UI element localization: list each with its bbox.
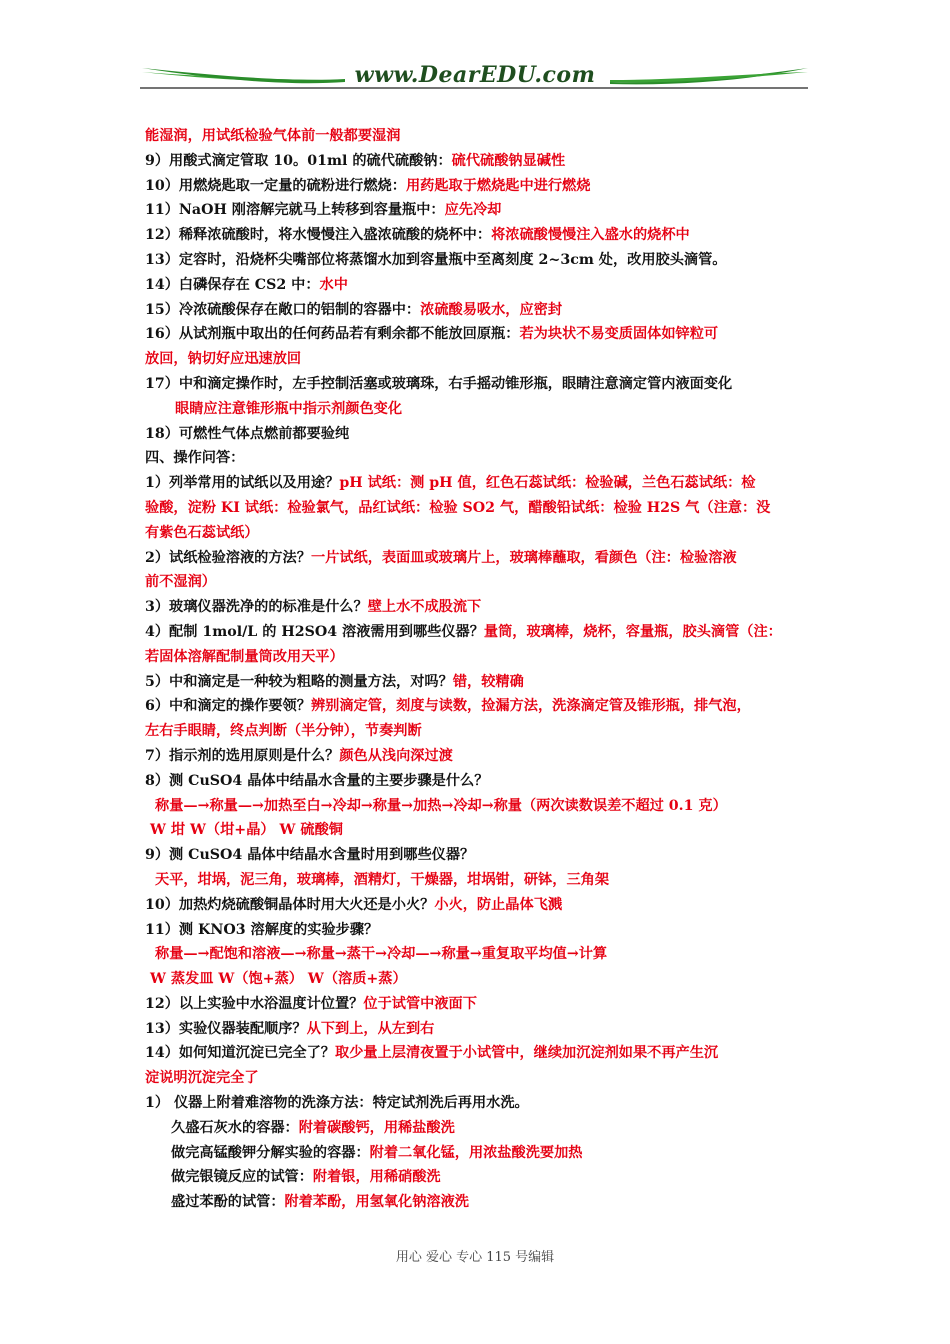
question-text: 久盛石灰水的容器： (171, 1119, 299, 1136)
answer-text: pH 试纸：测 pH 值，红色石蕊试纸：检验碱，兰色石蕊试纸：检 (339, 475, 756, 492)
answer-text: 浓硫酸易吸水，应密封 (420, 301, 563, 318)
answer-text: 眼睛应注意锥形瓶中指示剂颜色变化 (175, 400, 403, 417)
text-line (145, 670, 845, 695)
text-line (145, 595, 845, 620)
text-line (145, 942, 845, 967)
answer-text: W 蒸发皿 W（饱+蒸） W（溶质+蒸） (150, 971, 407, 988)
question-text: 18）可燃性气体点燃前都要验纯 (145, 425, 350, 442)
answer-text: 小火，防止晶体飞溅 (434, 896, 563, 913)
text-line (145, 1066, 845, 1091)
answer-text: 验酸，淀粉 KI 试纸：检验氯气，品红试纸：检验 SO2 气，醋酸铅试纸：检验 H2S 气（注意：没 (145, 499, 771, 516)
answer-text: 量筒，玻璃棒，烧杯，容量瓶，胶头滴管（注： (483, 623, 782, 640)
answer-text: 水中 (319, 276, 348, 293)
text-line (145, 818, 845, 843)
question-text: 12）稀释浓硫酸时，将水慢慢注入盛浓硫酸的烧杯中： (145, 227, 492, 244)
text-line (145, 149, 845, 174)
question-text: 15）冷浓硫酸保存在敞口的铝制的容器中： (145, 301, 421, 318)
question-text: 3）玻璃仪器洗净的的标准是什么？ (145, 599, 368, 616)
answer-text: 附着碳酸钙，用稀盐酸洗 (298, 1119, 455, 1136)
question-text: 17）中和滴定操作时，左手控制活塞或玻璃珠，右手摇动锥形瓶，眼睛注意滴定管内液面变化 (145, 375, 733, 392)
question-text: 10）用燃烧匙取一定量的硫粉进行燃烧： (145, 177, 406, 194)
text-line (145, 1041, 845, 1066)
answer-text: 取少量上层清夜置于小试管中，继续加沉淀剂如果不再产生沉 (335, 1045, 719, 1062)
text-line (145, 1165, 845, 1190)
text-line (145, 223, 845, 248)
question-text: 4）配制 1mol/L 的 H2SO4 溶液需用到哪些仪器？ (145, 623, 484, 640)
question-text: 盛过苯酚的试管： (171, 1194, 285, 1211)
question-text: 16）从试剂瓶中取出的任何药品若有剩余都不能放回原瓶： (145, 326, 520, 343)
answer-text: 左右手眼睛，终点判断（半分钟），节奏判断 (145, 723, 422, 740)
answer-text: W 坩 W（坩+晶） W 硫酸铜 (150, 822, 343, 839)
answer-text: 能湿润，用试纸检验气体前一般都要湿润 (145, 128, 401, 144)
text-line (145, 1116, 845, 1141)
answer-text: 颜色从浅向深过渡 (339, 747, 453, 764)
text-line (145, 397, 845, 422)
answer-text: 将浓硫酸慢慢注入盛水的烧杯中 (491, 227, 690, 244)
text-line (145, 694, 845, 719)
answer-text: 放回，钠切好应迅速放回 (145, 351, 302, 368)
text-line (145, 422, 845, 447)
text-line (145, 794, 845, 819)
answer-text: 淀说明沉淀完全了 (145, 1070, 259, 1087)
question-text: 9）测 CuSO4 晶体中结晶水含量时用到哪些仪器？ (145, 847, 475, 864)
question-text: 1）列举常用的试纸以及用途？ (145, 475, 340, 492)
answer-text: 若为块状不易变质固体如锌粒可 (519, 326, 719, 343)
text-line (145, 174, 845, 199)
answer-text: 附着二氧化锰，用浓盐酸洗要加热 (369, 1144, 583, 1161)
text-line (145, 546, 845, 571)
answer-text: 位于试管中液面下 (363, 995, 477, 1012)
question-text: 12）以上实验中水浴温度计位置？ (145, 995, 364, 1012)
text-line (145, 868, 845, 893)
question-text: 6）中和滴定的操作要领？ (145, 698, 311, 715)
text-line (145, 446, 845, 471)
document-body (145, 124, 845, 1215)
site-title: www.DearEDU.com (354, 62, 596, 88)
question-text: 13）实验仪器装配顺序？ (145, 1020, 307, 1037)
answer-text: 天平，坩埚，泥三角，玻璃棒，酒精灯，干燥器，坩埚钳，研钵，三角架 (155, 871, 610, 888)
answer-text: 称量—→配饱和溶液—→称量→蒸干→冷却—→称量→重复取平均值→计算 (155, 946, 608, 963)
text-line (145, 570, 845, 595)
text-line (145, 843, 845, 868)
answer-text: 错，较精确 (452, 673, 524, 690)
answer-text: 硫代硫酸钠显碱性 (451, 152, 566, 169)
text-line (145, 645, 845, 670)
question-text: 做完银镜反应的试管： (171, 1169, 313, 1186)
answer-text: 附着银，用稀硝酸洗 (312, 1169, 441, 1186)
text-line (145, 1091, 845, 1116)
question-text: 9）用酸式滴定管取 10。01ml 的硫代硫酸钠： (145, 152, 452, 169)
answer-text: 一片试纸，表面皿或玻璃片上，玻璃棒蘸取，看颜色（注：检验溶液 (310, 549, 737, 566)
text-line (145, 521, 845, 546)
text-line (145, 198, 845, 223)
text-line (145, 992, 845, 1017)
text-line (145, 769, 845, 794)
question-text: 13）定容时，沿烧杯尖嘴部位将蒸馏水加到容量瓶中至离刻度 2~3cm 处，改用胶头滴管。 (145, 251, 727, 268)
text-line (145, 744, 845, 769)
answer-text: 前不湿润） (145, 574, 216, 591)
question-text: 11）NaOH 刚溶解完就马上转移到容量瓶中： (145, 202, 445, 219)
question-text: 5）中和滴定是一种较为粗略的测量方法，对吗？ (145, 673, 453, 690)
answer-text: 应先冷却 (444, 202, 502, 219)
answer-text: 辨别滴定管，刻度与读数，捡漏方法，洗涤滴定管及锥形瓶，排气泡， (310, 698, 751, 715)
text-line (145, 273, 845, 298)
text-line (145, 248, 845, 273)
answer-text: 若固体溶解配制量筒改用天平） (145, 648, 344, 665)
page-header (140, 58, 810, 98)
question-text: 14）如何知道沉淀已完全了？ (145, 1045, 335, 1062)
answer-text: 称量—→称量—→加热至白→冷却→称量→加热→冷却→称量（两次读数误差不超过 0.1 克） (155, 797, 727, 814)
text-line (145, 124, 845, 149)
question-text: 8）测 CuSO4 晶体中结晶水含量的主要步骤是什么？ (145, 772, 489, 789)
text-line (145, 322, 845, 347)
text-line (145, 298, 845, 323)
text-line (145, 1017, 845, 1042)
question-text: 1） 仪器上附着难溶物的洗涤方法：特定试剂洗后再用水洗。 (145, 1095, 529, 1112)
answer-text: 附着苯酚，用氢氧化钠溶液洗 (284, 1194, 469, 1211)
answer-text: 壁上水不成股流下 (367, 599, 482, 616)
question-text: 四、操作问答： (145, 450, 245, 467)
answer-text: 有紫色石蕊试纸） (145, 524, 259, 541)
text-line (145, 1141, 845, 1166)
text-line (145, 347, 845, 372)
text-line (145, 1190, 845, 1215)
text-line (145, 893, 845, 918)
question-text: 7）指示剂的选用原则是什么？ (145, 747, 340, 764)
question-text: 14）白磷保存在 CS2 中： (145, 276, 320, 293)
question-text: 2）试纸检验溶液的方法？ (145, 549, 311, 566)
text-line (145, 372, 845, 397)
question-text: 10）加热灼烧硫酸铜晶体时用大火还是小火？ (145, 896, 435, 913)
text-line (145, 719, 845, 744)
answer-text: 从下到上，从左到右 (306, 1020, 435, 1037)
page-footer: 用心 爱心 专心 115 号编辑 (395, 1250, 555, 1265)
text-line (145, 496, 845, 521)
question-text: 11）测 KNO3 溶解度的实验步骤？ (145, 921, 379, 938)
text-line (145, 918, 845, 943)
question-text: 做完高锰酸钾分解实验的容器： (171, 1144, 370, 1161)
text-line (145, 967, 845, 992)
text-line (145, 620, 845, 645)
text-line (145, 471, 845, 496)
answer-text: 用药匙取于燃烧匙中进行燃烧 (405, 177, 591, 194)
